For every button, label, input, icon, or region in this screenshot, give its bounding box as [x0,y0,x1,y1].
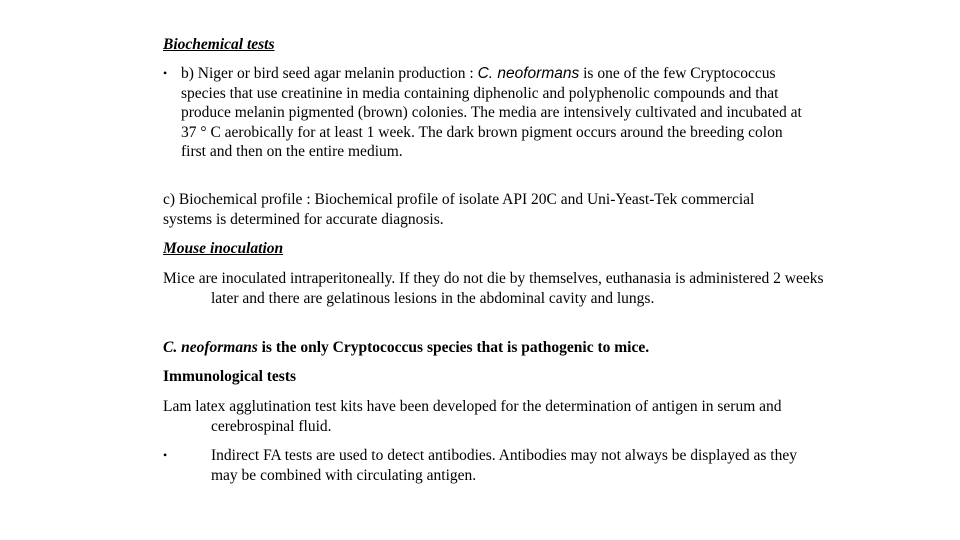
pathogenic-statement [163,338,803,358]
bullet-b-rest: is one of the few Cryptococcus species that use creatinine in media containing diphenolic and polyphenolic compounds and that produce melanin pigmented (brown) colonies. The media are intensively cultivated and incubated at 37 ° C aerobically for at least 1 week. The dark brown pigment occurs around the breeding colon first and then on the entire medium. [181,65,802,160]
biochemical-tests-heading: Biochemical tests [163,36,275,53]
bullet-b-text [181,64,803,162]
bullet-indirect-fa-text: Indirect FA tests are used to detect antibodies. Antibodies may not always be displayed as they may be combined with circulating antigen. [211,447,797,484]
mouse-inoculation-paragraph: Mice are inoculated intraperitoneally. If they do not die by themselves, euthanasia is administered 2 weeks later and there are gelatinous lesions in the abdominal cavity and lungs. [163,270,824,307]
bullet-icon: • [163,448,168,462]
bullet-b-niger-seed-agar [163,64,803,184]
bullet-icon: • [163,66,168,80]
bullet-b-species: C. neoformans [477,65,580,82]
biochemical-profile-paragraph: c) Biochemical profile : Biochemical profile of isolate API 20C and Uni-Yeast-Tek commercial systems is determined for accurate diagnosis. [163,191,755,228]
bullet-b-prefix: b) Niger or bird seed agar melanin production : [181,65,478,82]
pathogenic-statement-species: C. neoformans [163,339,258,356]
bullet-indirect-fa [163,446,803,486]
mouse-inoculation-heading: Mouse inoculation [163,240,284,257]
pathogenic-statement-rest: is the only Cryptococcus species that is pathogenic to mice. [257,339,650,356]
latex-agglutination-paragraph: Lam latex agglutination test kits have been developed for the determination of antigen in serum and cerebrospinal fluid. [163,398,782,435]
immunological-tests-heading: Immunological tests [163,368,297,385]
